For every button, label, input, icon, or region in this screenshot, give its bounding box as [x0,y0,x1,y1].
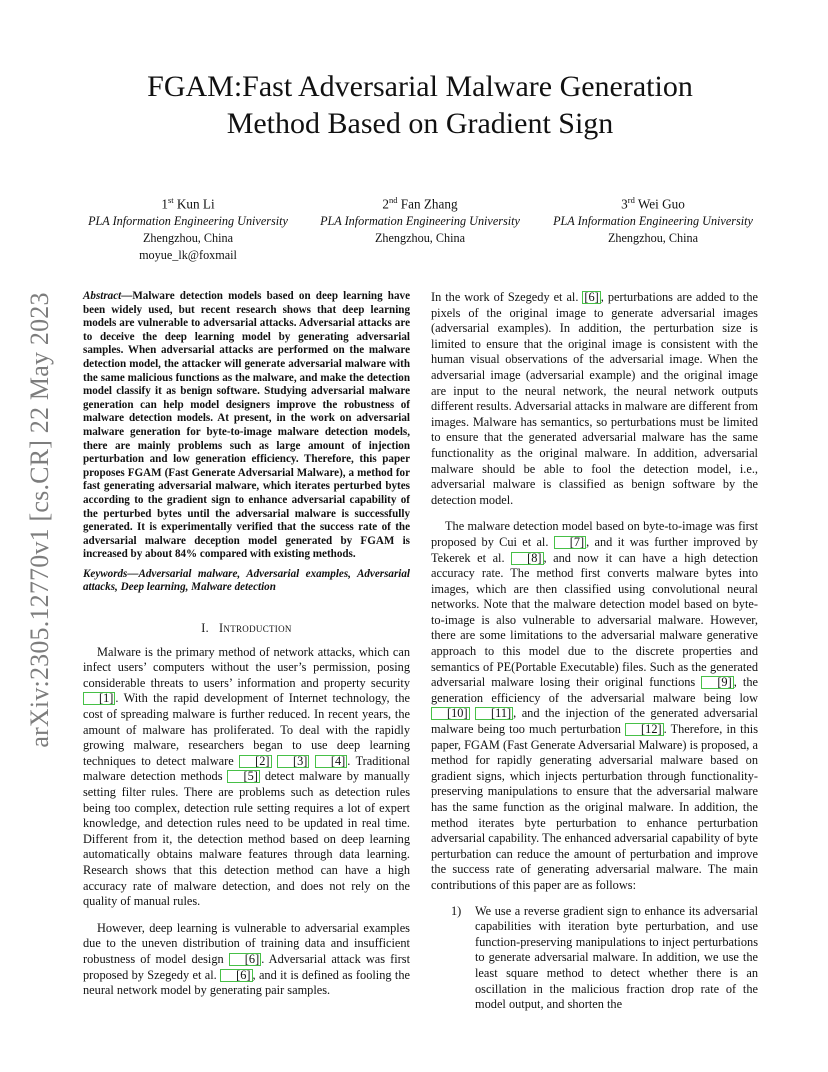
text-run: In the work of Szegedy et al. [431,290,583,304]
author-ordinal: 3 [621,196,628,212]
citation-link[interactable]: [10] [431,707,470,720]
author-ordinal-suffix: st [167,195,174,205]
text-run: . With the rapid development of Internet technology, the cost of spreading malware is further reduced. In recent years, the amount of malware has proliferated. To deal with the rapidly growing malware, researchers began to use deep learning techniques to detect malware [83,691,410,768]
author-ordinal: 2 [382,196,389,212]
citation-link[interactable]: [6] [584,290,599,304]
citation-link[interactable]: [8] [511,552,543,565]
author-affiliation: PLA Information Engineering University [320,214,520,229]
author-ordinal-suffix: nd [389,195,398,205]
arxiv-identifier-text: arXiv:2305.12770v1 [cs.CR] 22 May 2023 [25,292,54,748]
abstract-lead: Abstract [83,290,122,302]
text-run: . Therefore, in this paper, FGAM (Fast Generate Adversarial Malware) is proposed, a method for rapidly generating adversarial malware based on gradient signs, which injects perturbation through functionality-preserving manipulations to ensure that the adversarial malware has the same function as the original malware. In addition, the method iterates byte perturbation to enhance perturbation adversarial capability. The enhanced adversarial capability of byte perturbation can reduce the amount of perturbation and improve the success rate of generating adversarial malware. The main contributions of this paper are as follows: [431,722,758,892]
paper-title: FGAM:Fast Adversarial Malware Generation Method Based on Gradient Sign [147,70,693,140]
keywords: Keywords—Adversarial malware, Adversarial examples, Adversarial attacks, Deep learning, Malware detection [83,567,410,594]
section-title: Introduction [219,621,292,636]
citation-link[interactable]: [9] [701,676,733,689]
author-affiliation: PLA Information Engineering University [88,214,288,229]
text-run: The malware detection model based on byte-to-image was first proposed by Cui et al. [431,519,758,549]
author-name: Fan Zhang [400,196,458,212]
list-item-text: We use a reverse gradient sign to enhance its adversarial capabilities with iteration byte perturbation, and use function-preserving manipulations to inject perturbations to generate adversarial malware. In addition, we use the least square method to detect whether there is an oscillation in the malicious fraction drop rate of the model output, and shorten the [475,903,758,1012]
section-heading [83,621,410,637]
abstract [83,290,410,562]
citation-link[interactable]: [5] [227,770,259,783]
text-run: However, deep learning is vulnerable to adversarial examples due to the uneven distribution of training data and insufficient robustness of model design [83,920,410,966]
citation-link[interactable]: [11] [475,707,513,720]
text-run: , the generation efficiency of the adversarial malware being low [431,675,758,705]
citation-link[interactable]: [1] [83,692,115,705]
text-run: , perturbations are added to the pixels of the original image to generate adversarial images (adversarial examples). In addition, the perturbation size is limited to ensure that the original image is consistent with the human visual observations of the adversarial image. When the adversarial image (adversarial example) and the original image are input to the neural network, the neural network outputs different results. Adversarial attacks in malware are different from images. Malware has semantics, so perturbations must be limited to ensure that the generated adversarial malware has the same functionality as the original malware. In addition, adversarial malware should be able to fool the detection model, i.e., adversarial malware is classified as benign software by the detection model. [431,290,758,507]
text-run: . Traditional malware detection methods [83,753,410,784]
citation-link[interactable]: [12] [625,723,664,736]
author-name: Kun Li [176,196,215,212]
citation-link[interactable]: [6] [229,953,261,966]
contribution-list [431,904,758,1013]
body-paragraph [431,290,758,508]
citation-link[interactable]: [6] [220,969,252,982]
text-run: , and it is defined as fooling the neural network model by generating pair samples. [83,967,411,998]
body-paragraph [431,519,758,893]
body-paragraph [83,921,410,999]
left-column [83,290,410,999]
text-run: Malware is the primary method of network attacks, which can infect users’ computers without the user’s permission, posing considerable threats to users’ information and property security [83,644,410,690]
text-run: detect malware by manually setting filter rules. There are problems such as detection rules being too complex, detection rule setting requires a lot of expert knowledge, and detection rules need to be updated in real time. Different from it, the detection method based on deep learning automatically obtains malware features through data learning. Research shows that this detection method can have a high accuracy rate of malware detection, and does not rely on the quality of manual rules. [83,769,410,909]
citation-link[interactable]: [2] [239,755,271,768]
text-run: , and now it can have a high detection accuracy rate. The method first converts malware bytes into images, which are then classified using convolutional neural networks. Note that the malware detection model based on byte-to-image is also vulnerable to adversarial malware. However, there are some limitations to the adversarial malware generative approach to this model due to the discrete properties and semantics of PE(Portable Executable) files. Such as the generated adversarial malware losing their original functions [431,550,758,690]
author-block-3 [528,191,778,247]
author-block-1 [63,191,313,264]
author-city: Zhengzhou, China [142,231,234,246]
citation-link[interactable]: [4] [315,755,347,768]
author-city: Zhengzhou, China [607,231,699,246]
text-run: , and it was further improved by Tekerek et al. [431,534,759,565]
right-column [431,290,758,1013]
section-number: I. [201,621,209,636]
citation-link[interactable]: [7] [554,536,586,549]
citation-link[interactable]: [3] [277,755,309,768]
author-name: Wei Guo [637,196,685,212]
list-item [431,904,758,1013]
list-item-number: 1) [451,903,462,918]
author-affiliation: PLA Information Engineering University [553,214,753,229]
author-city: Zhengzhou, China [374,231,466,246]
author-ordinal: 1 [161,196,168,212]
abstract-text: —Malware detection models based on deep learning have been widely used, but recent research shows that deep learning models are vulnerable to adversarial attacks. Adversarial attacks are to deceive the deep learning model by generating adversarial samples. When adversarial attacks are performed on the malware detection model, the attacker will generate adversarial malware with the same malicious functions as the malware, and make the detection model classify it as benign software. Studying adversarial malware generation can help model designers improve the robustness of malware detection models. At present, in the work on adversarial malware generation for byte-to-image malware detection models, there are mainly problems such as large amount of injection perturbation and low generation efficiency. Therefore, this paper proposes FGAM (Fast Generate Adversarial Malware), a method for fast generating adversarial malware, which iterates perturbed bytes according to the gradient sign to enhance adversarial capability of the perturbed bytes until the adversarial malware is successfully generated. It is experimentally verified that the success rate of the adversarial malware deception model generated by FGAM is increased by about 84% compared with existing methods. [83,290,410,561]
author-ordinal-suffix: rd [627,195,635,205]
body-paragraph [83,645,410,910]
text-run: , and the injection of the generated adversarial malware being too much perturbation [431,706,758,737]
author-email: moyue_lk@foxmail [139,248,237,263]
author-block-2 [295,191,545,247]
text-run: . Adversarial attack was first proposed by Szegedy et al. [83,951,411,982]
